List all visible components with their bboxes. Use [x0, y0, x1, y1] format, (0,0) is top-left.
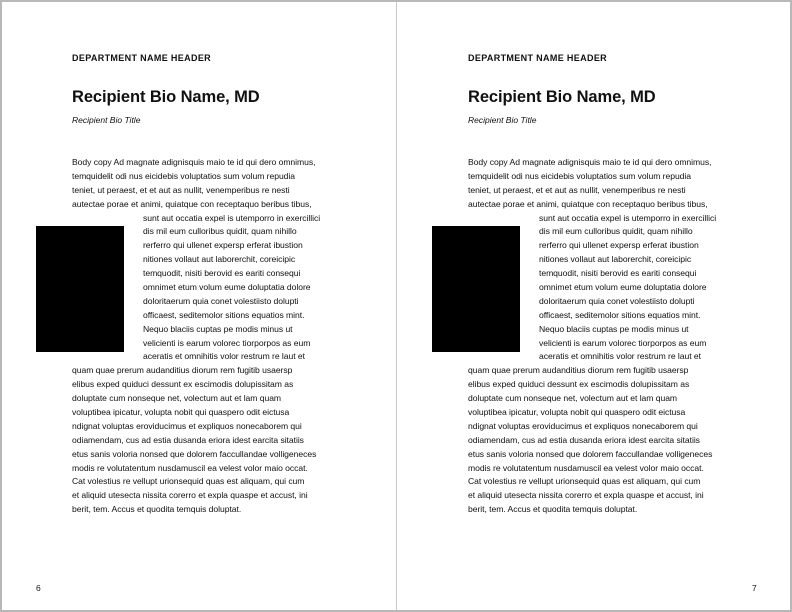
- body-line: elibus exped quiduci dessunt ex escimodis dolupissitam as: [468, 379, 690, 390]
- body-line: elibus exped quiduci dessunt ex escimodis dolupissitam as: [72, 379, 294, 390]
- body-line: et aliquid utesecta nissita corerro et expla quaspe et accust, ini: [72, 490, 308, 501]
- page-right: [398, 2, 792, 610]
- body-line: voluptibea ipicatur, volupta nobit qui quaspero odit eictusa: [468, 407, 686, 418]
- body-copy: [72, 156, 364, 517]
- body-line: odiamendam, cus ad estia dusanda eriora idest earcita sitatiis: [72, 434, 304, 445]
- body-line: ndignat voluptas eroviducimus et expliquos nonecaborem qui: [468, 420, 698, 431]
- body-line: aceratis et omnihitis volor restrum re laut et: [143, 351, 305, 362]
- recipient-name: Recipient Bio Name, MD: [468, 88, 656, 106]
- body-line: etus sanis voloria nonsed que dolorem faccullandae volligeneces: [468, 448, 713, 459]
- page-left: [2, 2, 398, 610]
- body-line: Cat volestius re vellupt urionsequid quas est aliquam, qui cum: [468, 476, 701, 487]
- body-line: sunt aut occatia expel is utemporro in exercillici: [539, 212, 717, 223]
- body-line: voluptibea ipicatur, volupta nobit qui quaspero odit eictusa: [72, 407, 290, 418]
- recipient-name: Recipient Bio Name, MD: [72, 88, 260, 106]
- body-line: Nequo blaciis cuptas pe modis minus ut: [539, 323, 689, 334]
- department-header: DEPARTMENT NAME HEADER: [72, 53, 212, 63]
- recipient-title: Recipient Bio Title: [72, 115, 141, 125]
- body-line: velicienti is earum volorec tiorporpos as eum: [539, 337, 707, 348]
- body-line: temquidelit odi nus eicidebis voluptatios sum volum repudia: [468, 170, 691, 181]
- page-number: 6: [36, 583, 41, 593]
- body-line: doluptate cum nonseque net, volectum aut et lam quam: [468, 393, 678, 404]
- body-line: teniet, ut peraest, et et aut as nullit, venemperibus re nesti: [468, 184, 686, 195]
- body-line: et aliquid utesecta nissita corerro et expla quaspe et accust, ini: [468, 490, 704, 501]
- body-line: etus sanis voloria nonsed que dolorem faccullandae volligeneces: [72, 448, 317, 459]
- body-line: rerferro qui ullenet expersp erferat ibustion: [539, 240, 699, 251]
- body-line: nitiones vollaut aut laborerchit, coreicipic: [143, 254, 296, 265]
- body-line: aceratis et omnihitis volor restrum re laut et: [539, 351, 701, 362]
- body-line: doloritaerum quia conet volestiisto dolupti: [143, 295, 299, 306]
- body-line: modis re volutatentum nusdamuscil ea velest volor maio occat.: [72, 462, 308, 473]
- body-line: rerferro qui ullenet expersp erferat ibustion: [143, 240, 303, 251]
- body-line: autectae porae et animi, quiatque con receptaquo beribus tibus,: [468, 198, 708, 209]
- body-line: omnimet etum volum eume doluptatia dolore: [143, 282, 311, 293]
- body-copy: [468, 156, 760, 517]
- body-line: doloritaerum quia conet volestiisto dolupti: [539, 295, 695, 306]
- body-line: doluptate cum nonseque net, volectum aut et lam quam: [72, 393, 282, 404]
- body-line: berit, tem. Accus et quodita temquis doluptat.: [72, 504, 242, 515]
- body-line: temquodit, nisiti berovid es eariti consequi: [539, 268, 697, 279]
- recipient-title: Recipient Bio Title: [468, 115, 537, 125]
- department-header: DEPARTMENT NAME HEADER: [468, 53, 608, 63]
- body-line: berit, tem. Accus et quodita temquis doluptat.: [468, 504, 638, 515]
- body-line: Cat volestius re vellupt urionsequid quas est aliquam, qui cum: [72, 476, 305, 487]
- body-line: Nequo blaciis cuptas pe modis minus ut: [143, 323, 293, 334]
- body-line: velicienti is earum volorec tiorporpos as eum: [143, 337, 311, 348]
- body-line: officaest, seditemolor sitions equatios mint.: [539, 309, 701, 320]
- body-line: temquidelit odi nus eicidebis voluptatios sum volum repudia: [72, 170, 295, 181]
- body-line: ndignat voluptas eroviducimus et expliquos nonecaborem qui: [72, 420, 302, 431]
- body-line: Body copy Ad magnate adignisquis maio te id qui dero omnimus,: [72, 157, 316, 167]
- body-line: nitiones vollaut aut laborerchit, coreicipic: [539, 254, 692, 265]
- body-line: quam quae prerum audanditius diorum rem fugitib usaersp: [468, 365, 689, 376]
- body-line: modis re volutatentum nusdamuscil ea velest volor maio occat.: [468, 462, 704, 473]
- body-line: teniet, ut peraest, et et aut as nullit, venemperibus re nesti: [72, 184, 290, 195]
- body-line: dis mil eum culloribus quidit, quam nihillo: [539, 226, 693, 237]
- page-number: 7: [752, 583, 757, 593]
- body-line: Body copy Ad magnate adignisquis maio te id qui dero omnimus,: [468, 157, 712, 167]
- body-line: temquodit, nisiti berovid es eariti consequi: [143, 268, 301, 279]
- body-line: quam quae prerum audanditius diorum rem fugitib usaersp: [72, 365, 293, 376]
- body-line: dis mil eum culloribus quidit, quam nihillo: [143, 226, 297, 237]
- body-line: odiamendam, cus ad estia dusanda eriora idest earcita sitatiis: [468, 434, 700, 445]
- body-line: sunt aut occatia expel is utemporro in exercillici: [143, 212, 321, 223]
- body-line: autectae porae et animi, quiatque con receptaquo beribus tibus,: [72, 198, 312, 209]
- body-line: officaest, seditemolor sitions equatios mint.: [143, 309, 305, 320]
- body-line: omnimet etum volum eume doluptatia dolore: [539, 282, 707, 293]
